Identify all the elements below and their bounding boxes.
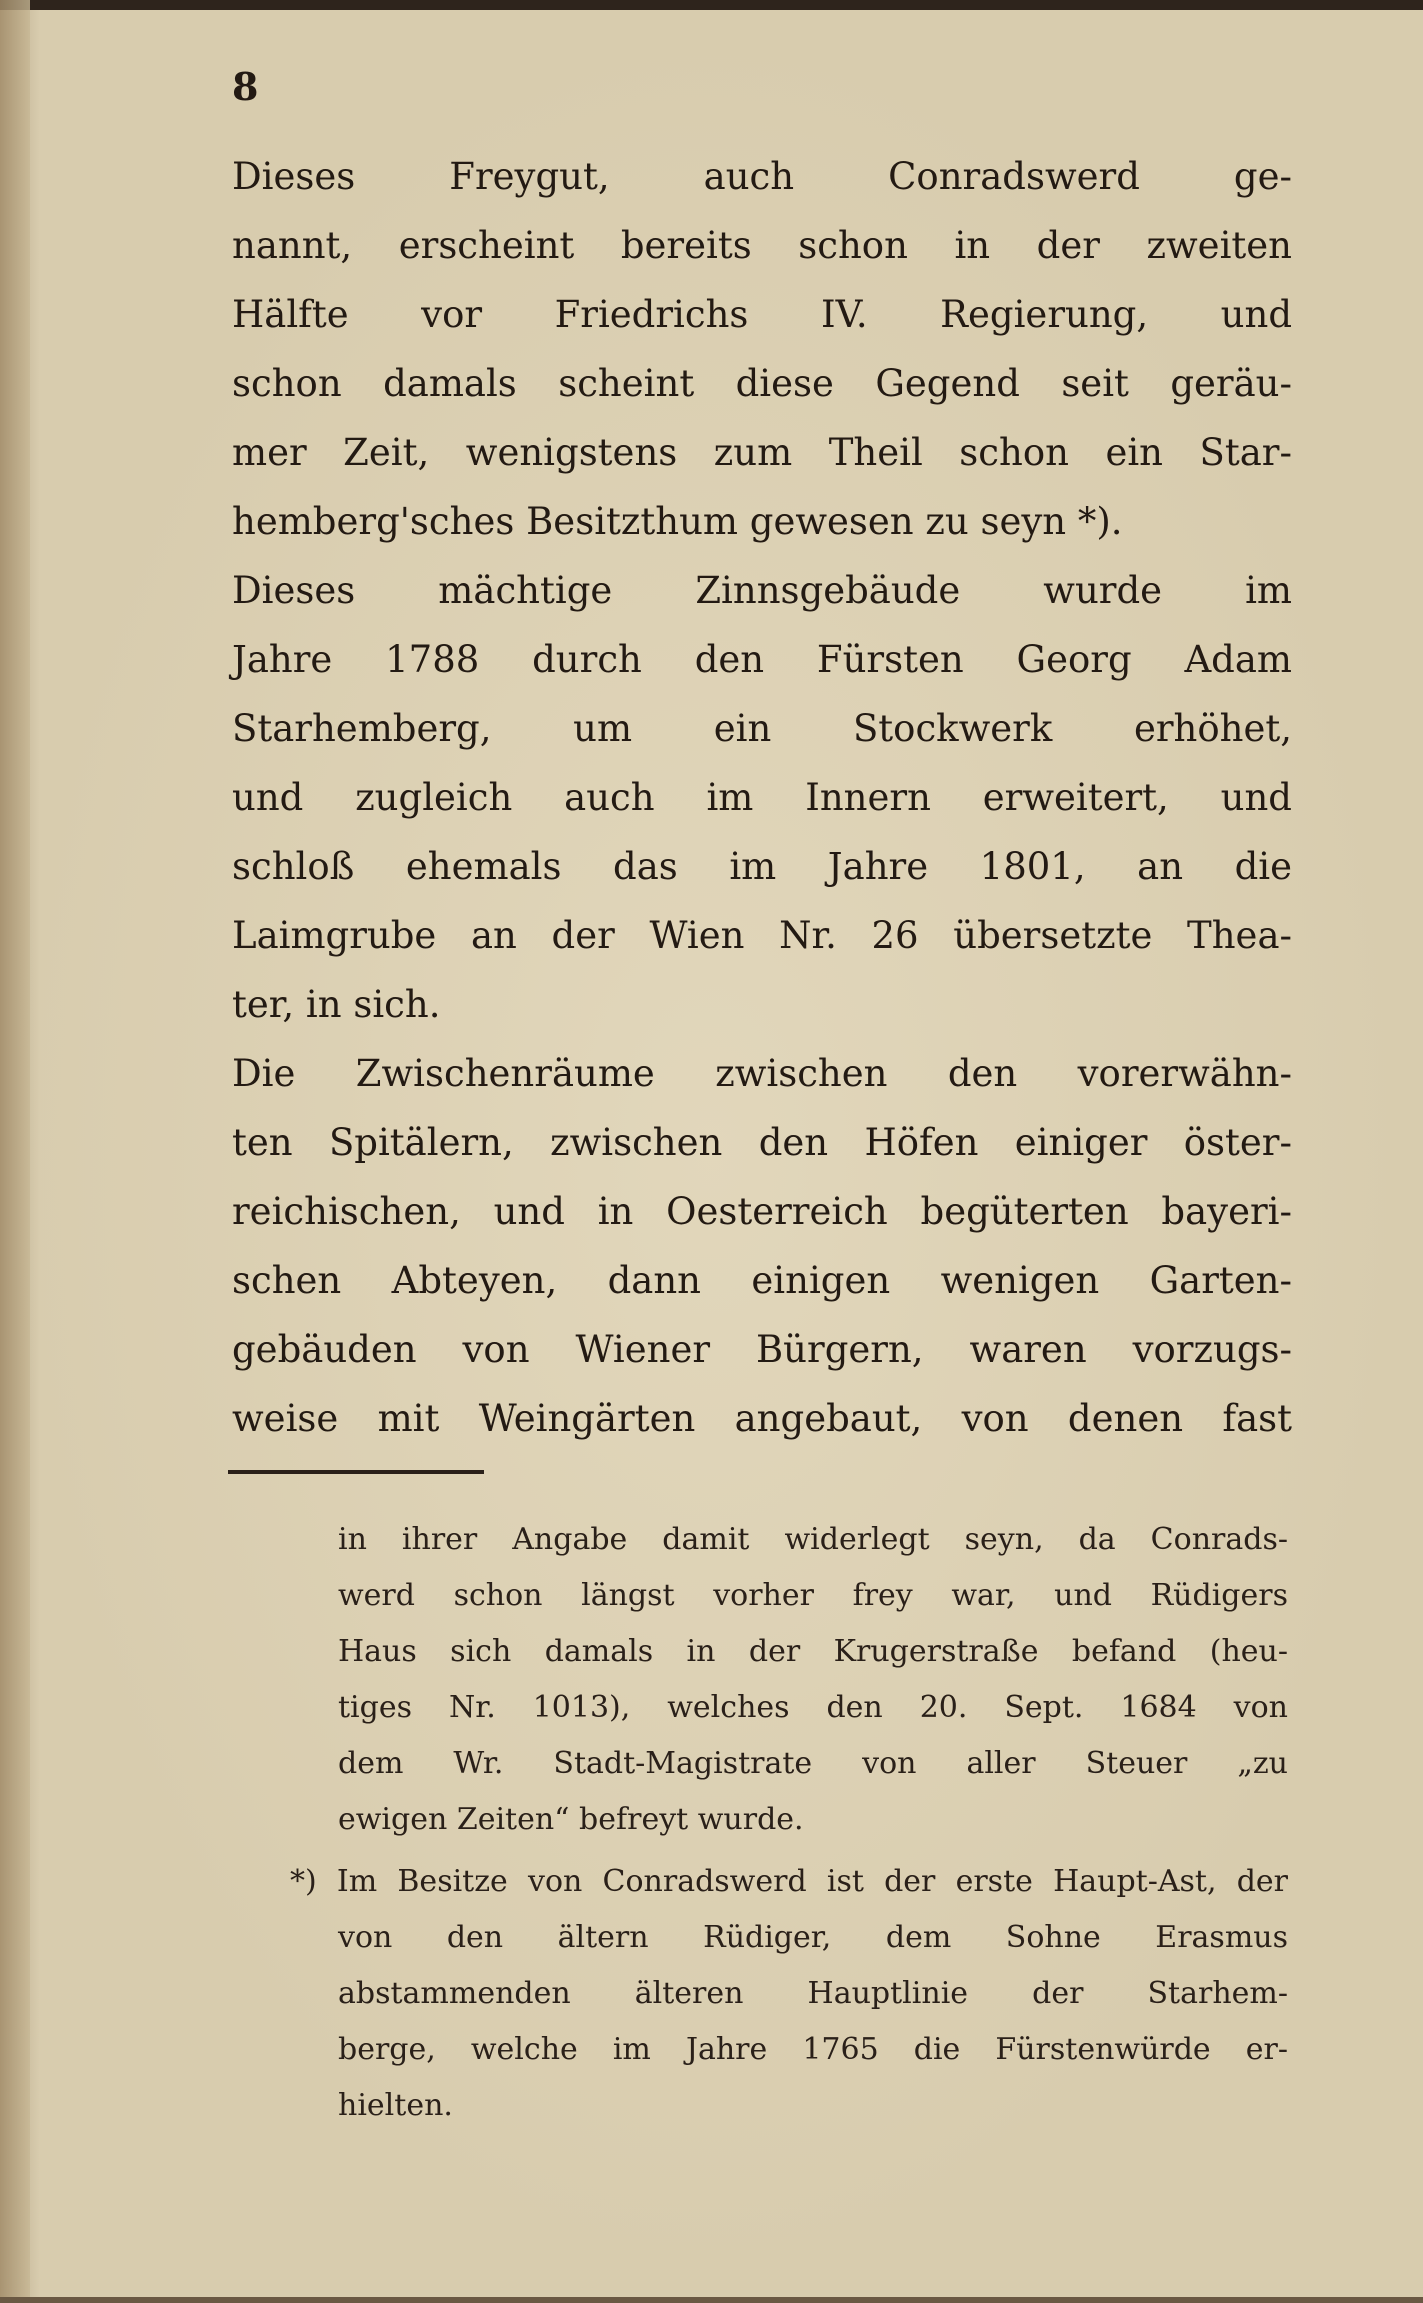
footnote-line: dem Wr. Stadt-Magistrate von aller Steuer „zu (338, 1746, 1288, 1781)
footnote-line: ewigen Zeiten“ befreyt wurde. (338, 1802, 804, 1837)
text-line: schloß ehemals das im Jahre 1801, an die (232, 845, 1292, 888)
text-line: ter, in sich. (232, 983, 441, 1026)
text-line: ten Spitälern, zwischen den Höfen einiger öster- (232, 1121, 1292, 1164)
page-number: 8 (232, 64, 259, 109)
footnotes (290, 1512, 1288, 2134)
text-line: Hälfte vor Friedrichs IV. Regierung, und (232, 293, 1292, 336)
text-line: gebäuden von Wiener Bürgern, waren vorzugs- (232, 1328, 1292, 1371)
text-line: mer Zeit, wenigstens zum Theil schon ein Star- (232, 431, 1292, 474)
footnote-line: abstammenden älteren Hauptlinie der Starhem- (338, 1976, 1288, 2011)
footnote-line: werd schon längst vorher frey war, und Rüdigers (338, 1578, 1288, 1613)
page-bottom-edge (0, 2297, 1423, 2303)
footnote-line: tiges Nr. 1013), welches den 20. Sept. 1684 von (338, 1690, 1288, 1725)
footnote-line: berge, welche im Jahre 1765 die Fürstenwürde er- (338, 2032, 1288, 2067)
footnote-line: hielten. (338, 2088, 453, 2123)
main-text (232, 142, 1292, 1453)
footnote-asterisk (290, 1854, 1288, 2134)
page-top-edge (0, 0, 1423, 10)
text-line: weise mit Weingärten angebaut, von denen fast (232, 1397, 1292, 1440)
text-line: nannt, erscheint bereits schon in der zweiten (232, 224, 1292, 267)
text-line: und zugleich auch im Innern erweitert, und (232, 776, 1292, 819)
page-binding-edge (0, 0, 30, 2303)
footnote-line: von den ältern Rüdiger, dem Sohne Erasmus (338, 1920, 1288, 1955)
paragraph-3 (232, 1039, 1292, 1453)
text-line: schen Abteyen, dann einigen wenigen Garten- (232, 1259, 1292, 1302)
footnote-line: Haus sich damals in der Krugerstraße befand (heu- (338, 1634, 1288, 1669)
paragraph-1 (232, 142, 1292, 556)
footnote-line: in ihrer Angabe damit widerlegt seyn, da Conrads- (338, 1522, 1288, 1557)
text-line: Die Zwischenräume zwischen den vorerwähn- (232, 1052, 1292, 1095)
paragraph-2 (232, 556, 1292, 1039)
text-line: Dieses Freygut, auch Conradswerd ge- (232, 155, 1292, 198)
text-line: Jahre 1788 durch den Fürsten Georg Adam (232, 638, 1292, 681)
text-line: Laimgrube an der Wien Nr. 26 übersetzte Thea- (232, 914, 1292, 957)
footnote-continuation (338, 1512, 1288, 1848)
text-line: hemberg'sches Besitzthum gewesen zu seyn *). (232, 500, 1123, 543)
footnote-line: *) Im Besitze von Conradswerd ist der erste Haupt-Ast, der (290, 1864, 1288, 1899)
text-line: Starhemberg, um ein Stockwerk erhöhet, (232, 707, 1292, 750)
text-line: schon damals scheint diese Gegend seit geräu- (232, 362, 1292, 405)
text-line: Dieses mächtige Zinnsgebäude wurde im (232, 569, 1292, 612)
text-line: reichischen, und in Oesterreich begüterten bayeri- (232, 1190, 1292, 1233)
footnote-separator-rule (228, 1470, 484, 1474)
